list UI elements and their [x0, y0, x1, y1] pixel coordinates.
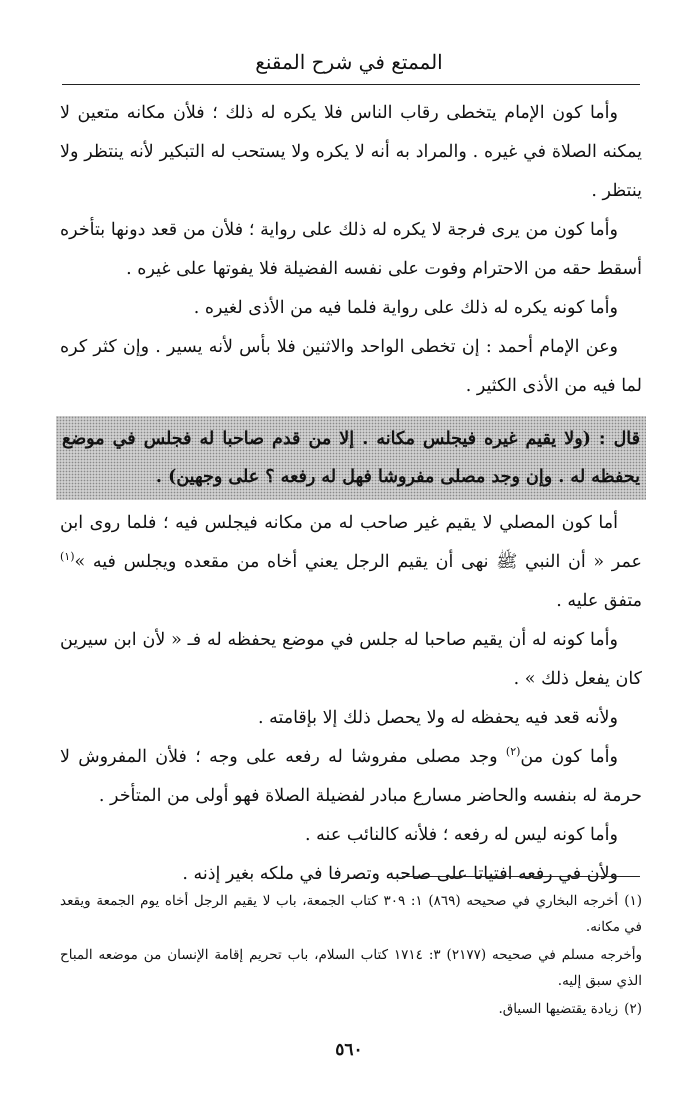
paragraph-9: وأما كونه ليس له رفعه ؛ فلأنه كالنائب عنه .	[305, 825, 618, 845]
paragraph-8-end: وجد مصلى مفروشا له رفعه على وجه ؛ فلأن المفروش لا حرمة له بنفسه والحاضر مسارع مبادر لفضيلة الصلاة فهو أولى من المتأخر .	[60, 747, 642, 806]
footnote-1	[60, 888, 642, 940]
footnote-rule	[402, 876, 640, 877]
footnotes	[60, 888, 642, 1024]
paragraph-6: وأما كونه له أن يقيم صاحبا له جلس في موضع يحفظه له فـ « لأن ابن سيرين كان يفعل ذلك » .	[60, 630, 642, 689]
running-header-title: الممتع في شرح المقنع	[255, 50, 443, 74]
footnote-2-number: (٢)	[624, 1001, 642, 1017]
paragraph-5-text: أما كون المصلي لا يقيم غير صاحب له من مكانه فيجلس فيه ؛ فلما روى ابن عمر « أن النبي ﷺ نهى أن يقيم الرجل يعني أخاه من مقعده ويجلس فيه »	[60, 513, 642, 572]
paragraph-10: ولأن في رفعه افتياتا على صاحبه وتصرفا في ملكه بغير إذنه .	[182, 864, 618, 884]
main-text	[60, 94, 642, 894]
footnote-1-continued	[60, 942, 642, 994]
footnote-1b-text: وأخرجه مسلم في صحيحه (٢١٧٧) ٣: ١٧١٤ كتاب السلام، باب تحريم إقامة الإنسان من موضعه المباح الذي سبق إليه.	[60, 947, 642, 989]
paragraph-4: وعن الإمام أحمد : إن تخطى الواحد والاثنين فلا بأس لأنه يسير . وإن كثر كره لما فيه من الأذى الكثير .	[60, 337, 642, 396]
paragraph-7: ولأنه قعد فيه يحفظه له ولا يحصل ذلك إلا بإقامته .	[257, 708, 618, 728]
paragraph-8-start: وأما كون من	[520, 747, 618, 767]
footnote-1-number: (١)	[624, 893, 643, 909]
paragraph-1: وأما كون الإمام يتخطى رقاب الناس فلا يكره له ذلك ؛ فلأن مكانه متعين لا يمكنه الصلاة في غيره . والمراد به أنه لا يكره ولا يستحب له التبكير لأنه ينتظر ولا ينتظر .	[60, 103, 642, 201]
header-rule	[62, 84, 640, 85]
footnote-2	[60, 996, 642, 1022]
paragraph-8	[60, 738, 642, 816]
footnote-1-text: أخرجه البخاري في صحيحه (٨٦٩) ١: ٣٠٩ كتاب الجمعة، باب لا يقيم الرجل أخاه يوم الجمعة ويقعد في مكانه.	[60, 893, 642, 935]
footnote-ref-2[interactable]: (٢)	[505, 745, 521, 759]
footnote-ref-1[interactable]: (١)	[60, 550, 75, 564]
paragraph-5-end: متفق عليه .	[556, 591, 642, 611]
footnote-2-text: زيادة يقتضيها السياق.	[498, 1001, 619, 1017]
highlighted-matn-quote: قال : (ولا يقيم غيره فيجلس مكانه . إلا من قدم صاحبا له فجلس في موضع يحفظه له . وإن وجد مصلى مفروشا فهل له رفعه ؟ على وجهين) .	[56, 416, 646, 500]
paragraph-3: وأما كونه يكره له ذلك على رواية فلما فيه من الأذى لغيره .	[193, 298, 618, 318]
page-number: ٥٦٠	[335, 1040, 363, 1060]
paragraph-5	[60, 504, 642, 621]
paragraph-2: وأما كون من يرى فرجة لا يكره له ذلك على رواية ؛ فلأن من قعد دونها بتأخره أسقط حقه من الاحترام وفوت على نفسه الفضيلة فلا يفوتها على غيره .	[60, 220, 642, 279]
